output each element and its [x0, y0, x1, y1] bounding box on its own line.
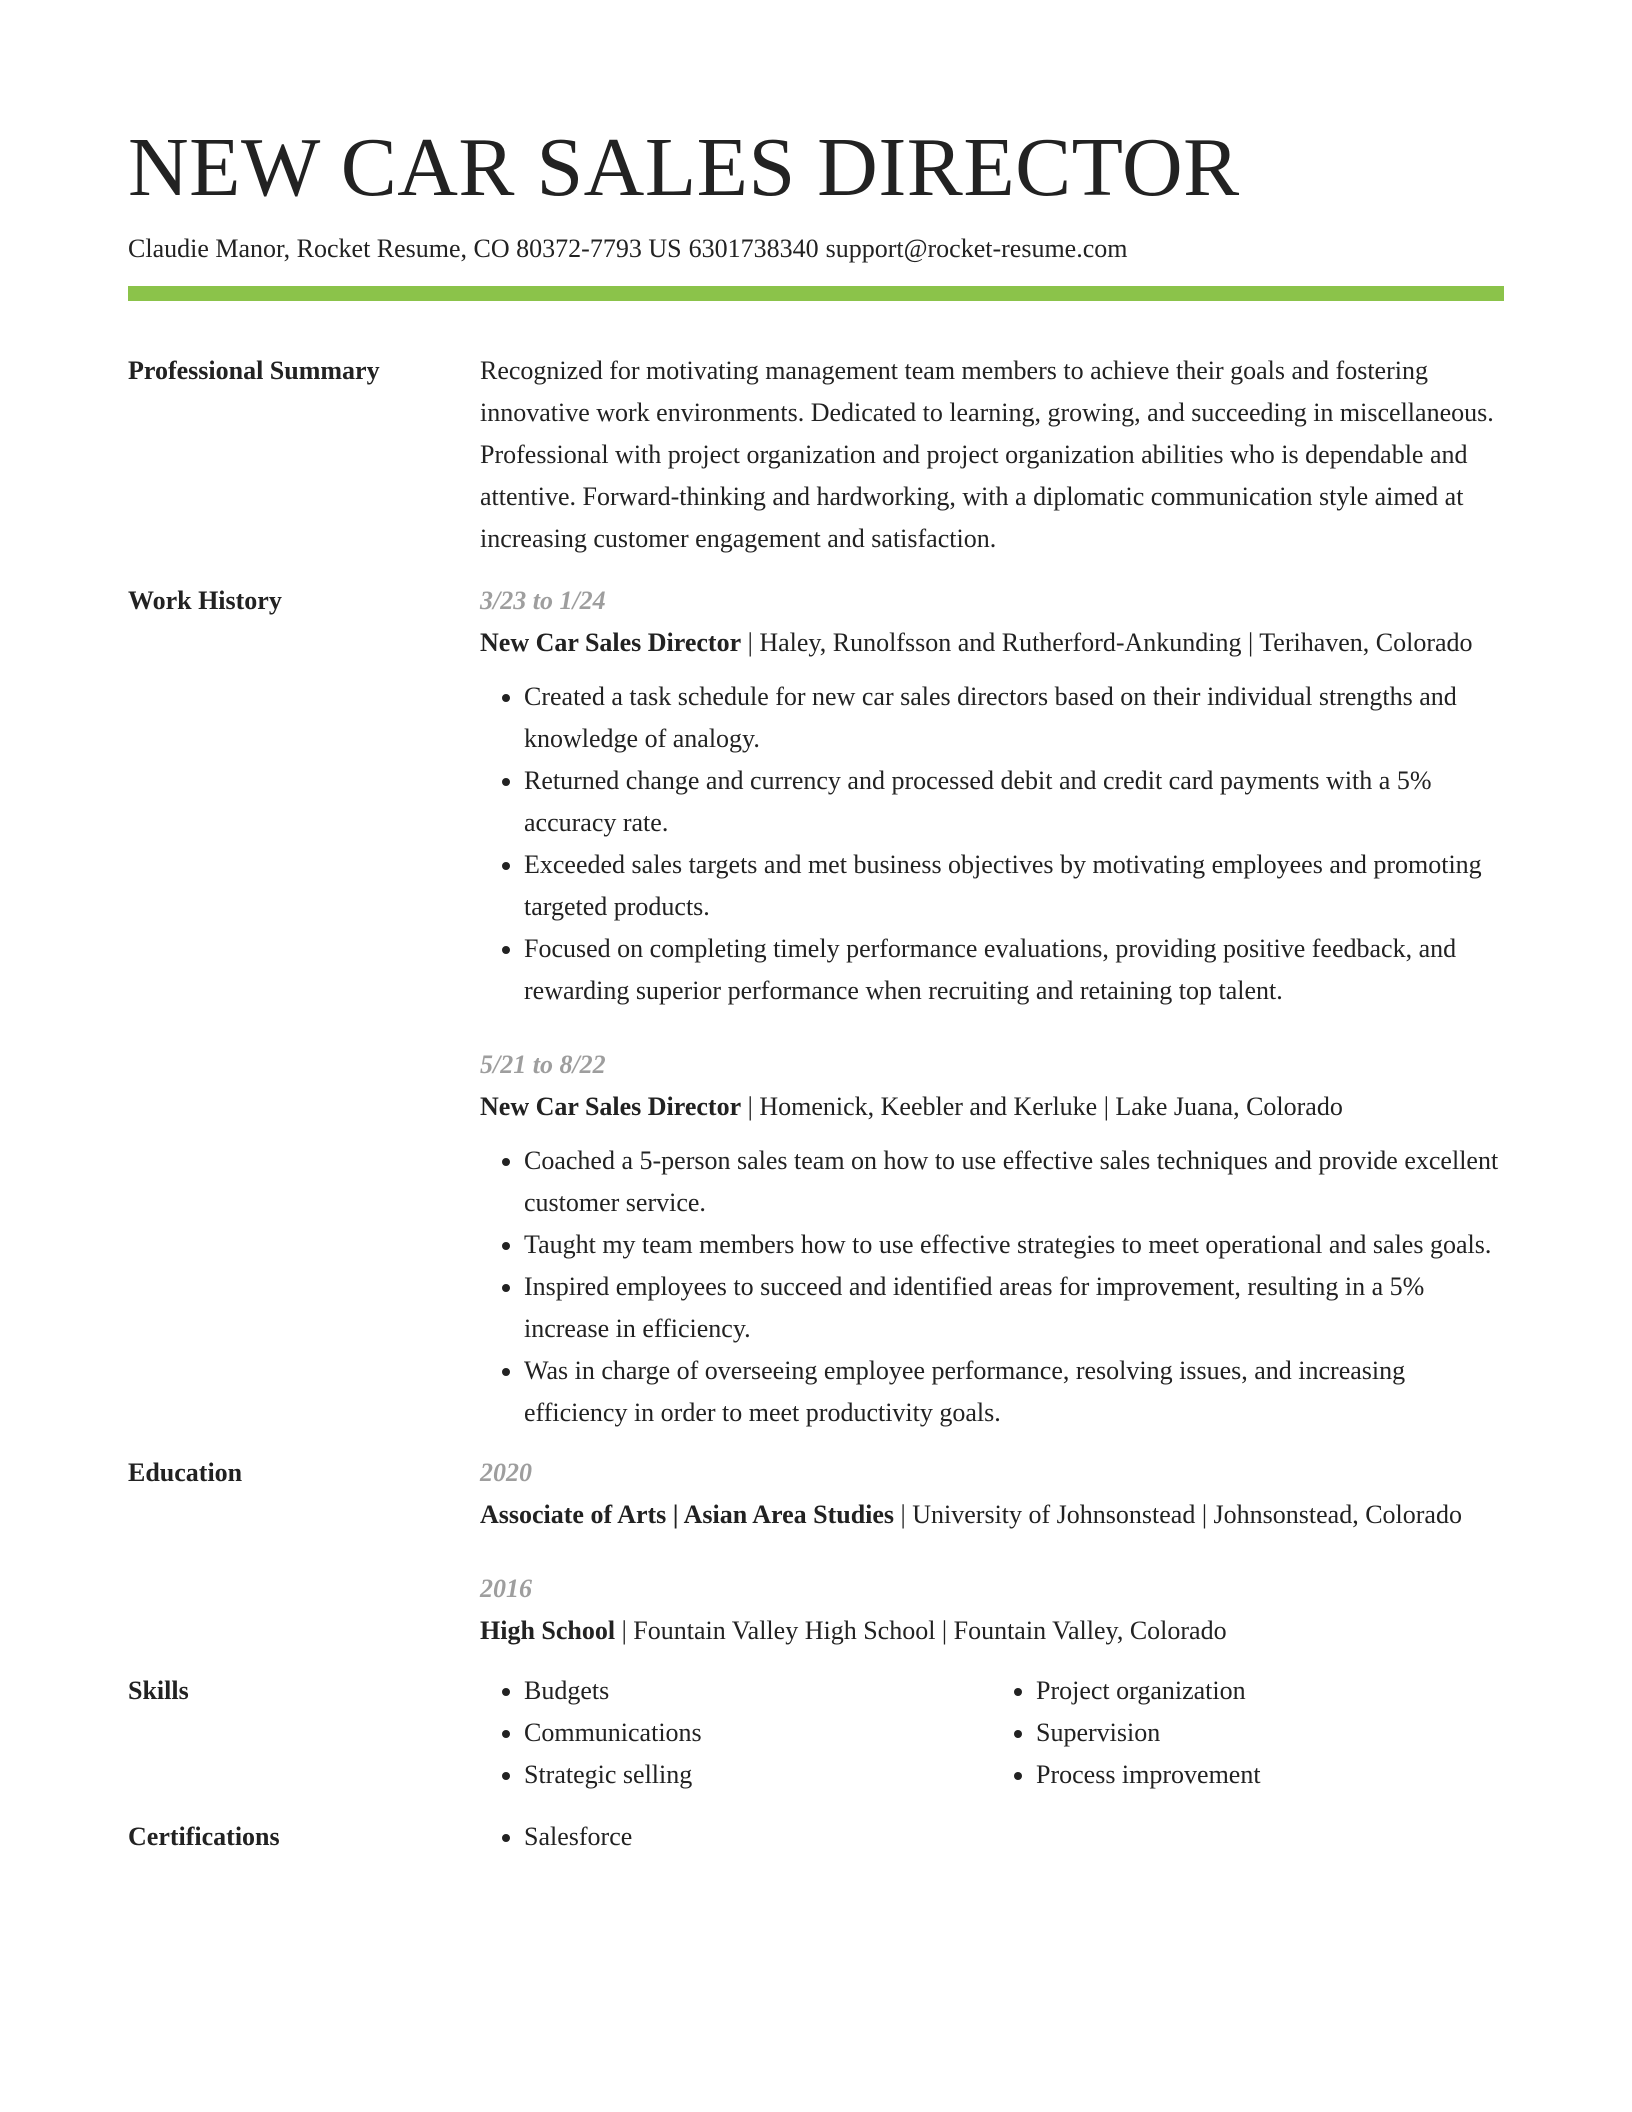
- education-date: 2020: [480, 1458, 532, 1487]
- job-bullets: [480, 676, 1504, 1012]
- contact-email: support@rocket-resume.com: [825, 234, 1128, 263]
- contact-line: [128, 234, 1128, 264]
- job-heading: [480, 1086, 1504, 1128]
- job-bullet: • Was in charge of overseeing employee performance, resolving issues, and increasing efficiency in order to meet productivity goals.: [524, 1350, 1504, 1434]
- job-bullet: • Returned change and currency and processed debit and credit card payments with a 5% accuracy rate.: [524, 760, 1504, 844]
- skills-columns: [480, 1670, 1504, 1796]
- section-body: [480, 580, 1504, 1434]
- skill-item: • Project organization: [1036, 1670, 1504, 1712]
- education-degree: Associate of Arts | Asian Area Studies: [480, 1500, 895, 1529]
- section-professional-summary: [128, 350, 1504, 560]
- certifications-list: [480, 1816, 1504, 1858]
- job-details: | Haley, Runolfsson and Rutherford-Ankunding | Terihaven, Colorado: [741, 628, 1473, 657]
- certification-item: • Salesforce: [524, 1816, 1504, 1858]
- skill-item: • Supervision: [1036, 1712, 1504, 1754]
- education-entry: [480, 1452, 1504, 1536]
- section-label: Skills: [128, 1676, 189, 1705]
- skill-item: • Process improvement: [1036, 1754, 1504, 1796]
- resume-title: NEW CAR SALES DIRECTOR: [128, 121, 1240, 214]
- job-bullet: • Exceeded sales targets and met business objectives by motivating employees and promoting targeted products.: [524, 844, 1504, 928]
- section-label: Professional Summary: [128, 356, 380, 385]
- section-skills: [128, 1670, 1504, 1796]
- section-label: Work History: [128, 586, 282, 615]
- skills-list-left: [480, 1670, 992, 1796]
- contact-address: Claudie Manor, Rocket Resume, CO 80372-7793 US: [128, 234, 682, 263]
- job-title: New Car Sales Director: [480, 1092, 742, 1121]
- job-bullet: • Inspired employees to succeed and identified areas for improvement, resulting in a 5% increase in efficiency.: [524, 1266, 1504, 1350]
- education-degree: High School: [480, 1616, 616, 1645]
- job-entry: [480, 1044, 1504, 1434]
- job-bullet: • Taught my team members how to use effective strategies to meet operational and sales goals.: [524, 1224, 1504, 1266]
- section-label: Certifications: [128, 1822, 280, 1851]
- section-body: [480, 1816, 1504, 1858]
- education-date: 2016: [480, 1574, 532, 1603]
- education-heading: [480, 1494, 1504, 1536]
- job-title: New Car Sales Director: [480, 628, 742, 657]
- contact-phone: 6301738340: [688, 234, 819, 263]
- section-body: [480, 1452, 1504, 1652]
- job-date: 5/21 to 8/22: [480, 1050, 606, 1079]
- job-heading: [480, 622, 1504, 664]
- summary-text: Recognized for motivating management team members to achieve their goals and fostering innovative work environments. Dedicated to learning, growing, and succeeding in miscellaneous. Professional with project organization and project organization abilities who is dependable and attentive. Forward-thinking and hardworking, with a diplomatic communication style aimed at increasing customer engagement and satisfaction.: [480, 356, 1494, 553]
- skill-item: • Strategic selling: [524, 1754, 992, 1796]
- education-details: | Fountain Valley High School | Fountain Valley, Colorado: [615, 1616, 1227, 1645]
- job-bullet: • Created a task schedule for new car sales directors based on their individual strengths and knowledge of analogy.: [524, 676, 1504, 760]
- job-entry: [480, 580, 1504, 1012]
- job-bullet: • Coached a 5-person sales team on how to use effective sales techniques and provide excellent customer service.: [524, 1140, 1504, 1224]
- job-date: 3/23 to 1/24: [480, 586, 606, 615]
- education-entry: [480, 1568, 1504, 1652]
- job-details: | Homenick, Keebler and Kerluke | Lake Juana, Colorado: [741, 1092, 1343, 1121]
- education-details: | University of Johnsonstead | Johnsonstead, Colorado: [894, 1500, 1462, 1529]
- resume-content: [128, 350, 1504, 1858]
- section-body: [480, 350, 1504, 560]
- section-education: [128, 1452, 1504, 1652]
- skill-item: • Communications: [524, 1712, 992, 1754]
- skills-list-right: [992, 1670, 1504, 1796]
- education-heading: [480, 1610, 1504, 1652]
- section-work-history: [128, 580, 1504, 1434]
- skill-item: • Budgets: [524, 1670, 992, 1712]
- section-certifications: [128, 1816, 1504, 1858]
- job-bullet: • Focused on completing timely performance evaluations, providing positive feedback, and rewarding superior performance when recruiting and retaining top talent.: [524, 928, 1504, 1012]
- section-label: Education: [128, 1458, 243, 1487]
- header-divider: [128, 286, 1504, 301]
- job-bullets: [480, 1140, 1504, 1434]
